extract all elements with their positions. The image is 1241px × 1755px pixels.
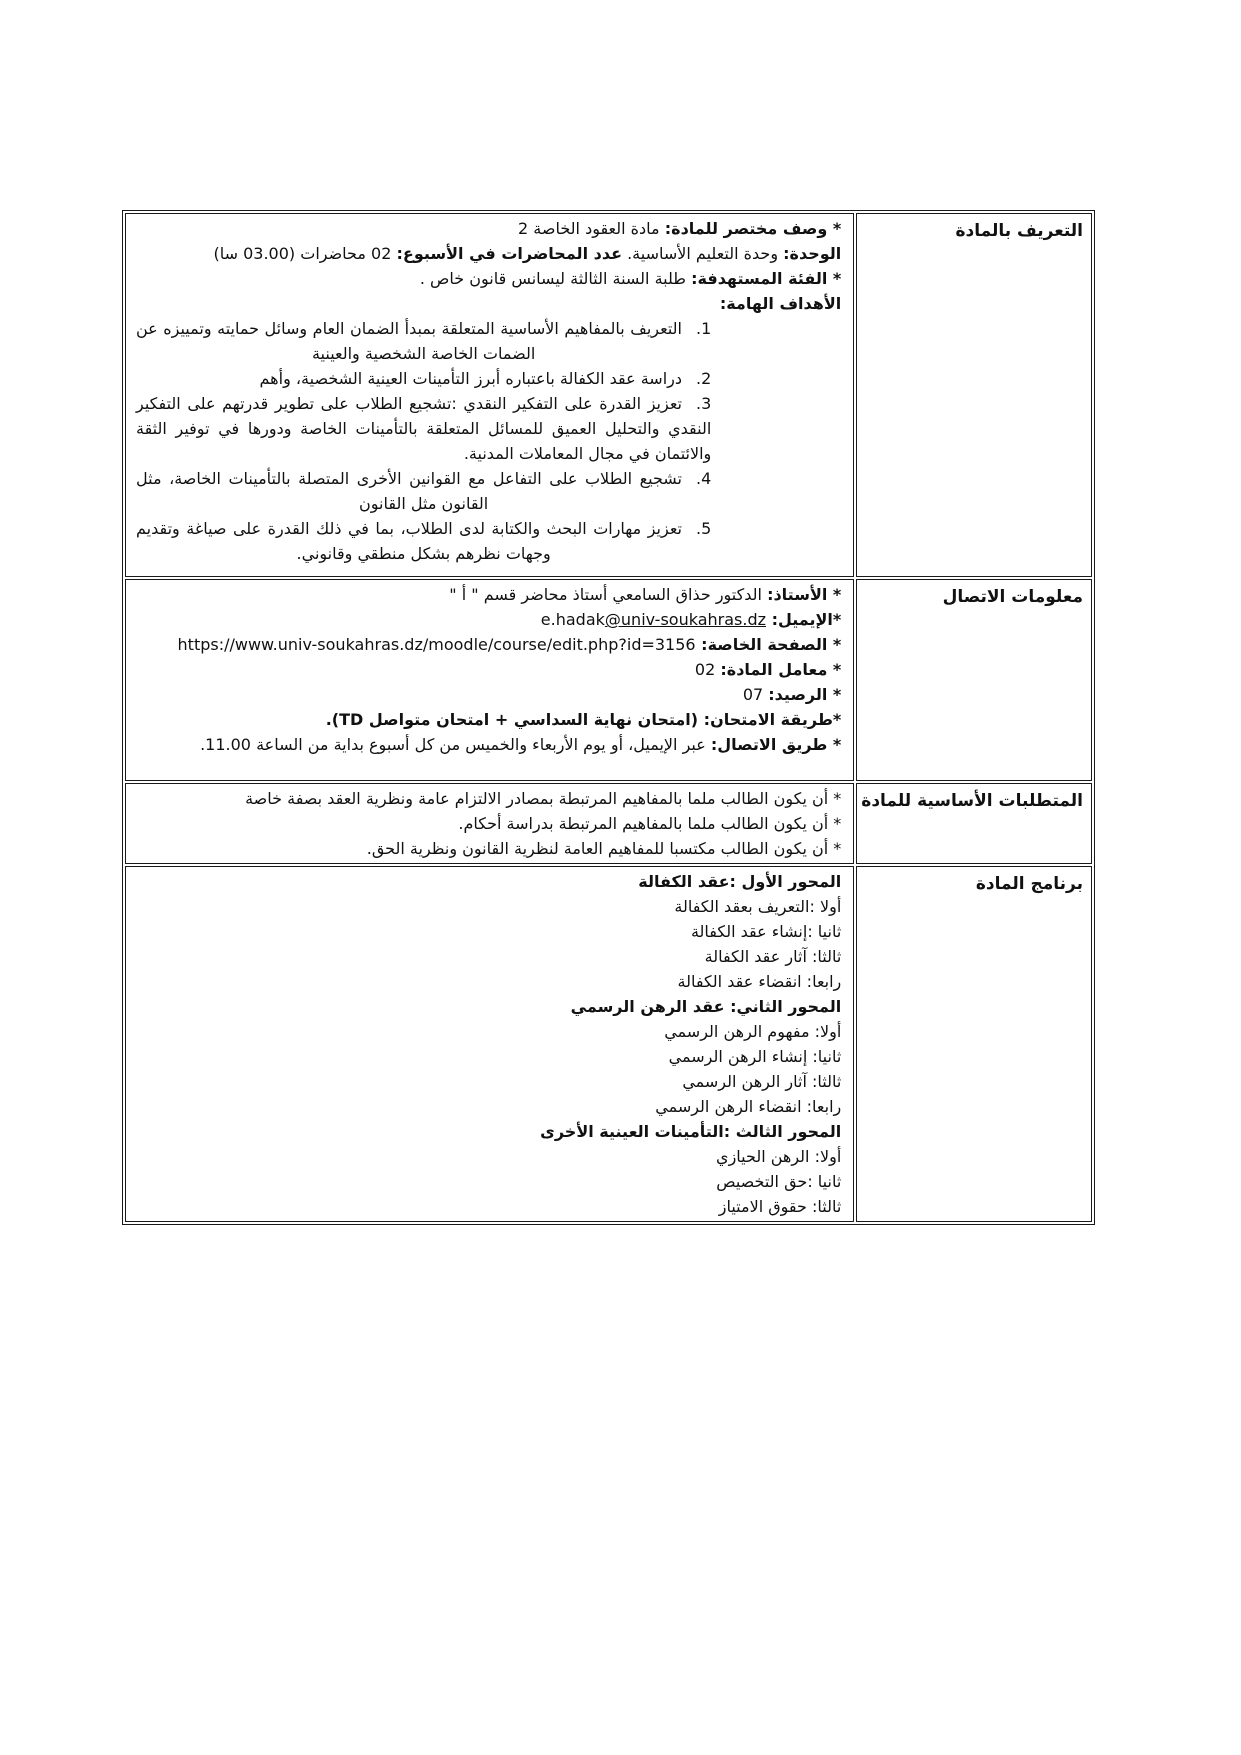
text-run: * الفئة المستهدفة: [691,269,842,288]
text-run: أولا :التعريف بعقد الكفالة [674,897,842,916]
objective-text: دراسة عقد الكفالة باعتباره أبرز التأمينات العينية الشخصية، وأهم [259,369,682,388]
text-run: * معامل المادة: [720,660,842,679]
text-run: 02 [694,660,721,679]
target-group-line [136,266,841,291]
email-user: e.hadak [540,610,605,629]
table-row-contact-info [125,579,1092,781]
program-line [136,1144,841,1169]
objective-item [136,366,711,391]
objective-item [136,316,711,366]
prerequisite-line [136,811,841,836]
text-run: المحور الثالث :التأمينات العينية الأخرى [540,1122,842,1141]
text-run: رابعا: انقضاء الرهن الرسمي [655,1097,842,1116]
list-number: 5. [696,519,712,538]
row-header-course-program: برنامج المادة [856,866,1092,1222]
credit-line [136,682,841,707]
objective-item [136,466,711,516]
coefficient-line [136,657,841,682]
text-run: الدكتور حذاق السامعي أستاذ محاضر قسم " أ " [449,585,768,604]
text-run: 02 محاضرات (03.00 سا) [213,244,397,263]
text-run: * الصفحة الخاصة: [695,635,842,654]
row-header-contact-info: معلومات الاتصال [856,579,1092,781]
text-run: * طريق الاتصال: [710,735,842,754]
row-header-course-definition: التعريف بالمادة [856,213,1092,577]
objective-item [136,391,711,466]
program-line [136,969,841,994]
course-page-url[interactable]: https://www.univ-soukahras.dz/moodle/course/edit.php?id=3156 [177,635,696,654]
text-run: * أن يكون الطالب مكتسبا للمفاهيم العامة لنظرية القانون ونظرية الحق. [366,839,842,858]
text-run: ثانيا: إنشاء الرهن الرسمي [668,1047,842,1066]
text-run: الأهداف الهامة: [719,294,842,313]
objective-text: تعزيز مهارات البحث والكتابة لدى الطلاب، بما في ذلك القدرة على صياغة وتقديم وجهات نظرهم بشكل منطقي وقانوني. [136,519,682,563]
program-line [136,1169,841,1194]
list-number: 2. [696,369,712,388]
axis-title-line [136,869,841,894]
row-content-course-program [125,866,854,1222]
text-run: وحدة التعليم الأساسية. [622,244,784,263]
program-line [136,1194,841,1219]
program-line [136,919,841,944]
list-number: 3. [696,394,712,413]
row-content-course-definition [125,213,854,577]
text-run: ثالثا: حقوق الامتياز [718,1197,842,1216]
prerequisite-line [136,786,841,811]
text-run: ثالثا: آثار عقد الكفالة [704,947,842,966]
text-run: * أن يكون الطالب ملما بالمفاهيم المرتبطة بمصادر الالتزام عامة ونظرية العقد بصفة خاصة [245,789,842,808]
text-run: عبر الإيميل، أو يوم الأربعاء والخميس من كل أسبوع بداية من الساعة 11.00. [200,735,711,754]
text-run: * الرصيد: [768,685,842,704]
text-run: عدد المحاضرات في الأسبوع: [396,244,622,263]
course-page-line [136,632,841,657]
program-line [136,1094,841,1119]
text-run: المحور الثاني: عقد الرهن الرسمي [570,997,842,1016]
objectives-title-line [136,291,841,316]
objective-text: تعزيز القدرة على التفكير النقدي :تشجيع الطلاب على تطوير قدرتهم على التفكير النقدي والتحليل العميق للمسائل المتعلقة بالتأمينات الخاصة ودورها في توفير الثقة والائتمان في مجال المعاملات المدنية. [136,394,712,463]
objective-item [136,516,711,566]
list-number: 1. [696,319,712,338]
text-run: مادة العقود الخاصة 2 [518,219,665,238]
text-run: *الإيميل: [766,610,842,629]
contact-method-line [136,732,841,757]
text-run: الوحدة: [783,244,842,263]
program-line [136,1069,841,1094]
exam-method-line [136,707,841,732]
text-run: ثانيا :إنشاء عقد الكفالة [690,922,842,941]
professor-line [136,582,841,607]
text-run: * وصف مختصر للمادة: [664,219,842,238]
objective-text: تشجيع الطلاب على التفاعل مع القوانين الأخرى المتصلة بالتأمينات الخاصة، مثل القانون مثل القانون [136,469,682,513]
text-run: أولا: الرهن الحيازي [716,1147,842,1166]
text-run: *طريقة الامتحان: (امتحان نهاية السداسي + امتحان متواصل TD). [325,710,842,729]
text-run: ثالثا: آثار الرهن الرسمي [682,1072,842,1091]
prerequisite-line [136,836,841,861]
text-run: طلبة السنة الثالثة ليسانس قانون خاص . [419,269,692,288]
course-description-table [122,210,1095,1225]
list-number: 4. [696,469,712,488]
unit-line [136,241,841,266]
short-description-line [136,216,841,241]
text-run: أولا: مفهوم الرهن الرسمي [664,1022,842,1041]
program-line [136,1019,841,1044]
text-run: المحور الأول :عقد الكفالة [638,872,842,891]
text-run: * الأستاذ: [767,585,842,604]
email-link[interactable]: @univ-soukahras.dz [604,610,766,629]
row-content-contact-info [125,579,854,781]
axis-title-line [136,1119,841,1144]
row-header-prerequisites: المتطلبات الأساسية للمادة [856,783,1092,864]
text-run: * أن يكون الطالب ملما بالمفاهيم المرتبطة بدراسة أحكام. [458,814,842,833]
table-row-course-definition [125,213,1092,577]
email-line [136,607,841,632]
program-line [136,944,841,969]
text-run: ثانيا :حق التخصيص [716,1172,842,1191]
table-row-prerequisites [125,783,1092,864]
text-run: 07 [742,685,769,704]
program-line [136,1044,841,1069]
row-content-prerequisites [125,783,854,864]
axis-title-line [136,994,841,1019]
program-line [136,894,841,919]
text-run: رابعا: انقضاء عقد الكفالة [677,972,842,991]
objective-text: التعريف بالمفاهيم الأساسية المتعلقة بمبدأ الضمان العام وسائل حمايته وتمييزه عن الضمات الخاصة الشخصية والعينية [136,319,682,363]
table-row-course-program [125,866,1092,1222]
